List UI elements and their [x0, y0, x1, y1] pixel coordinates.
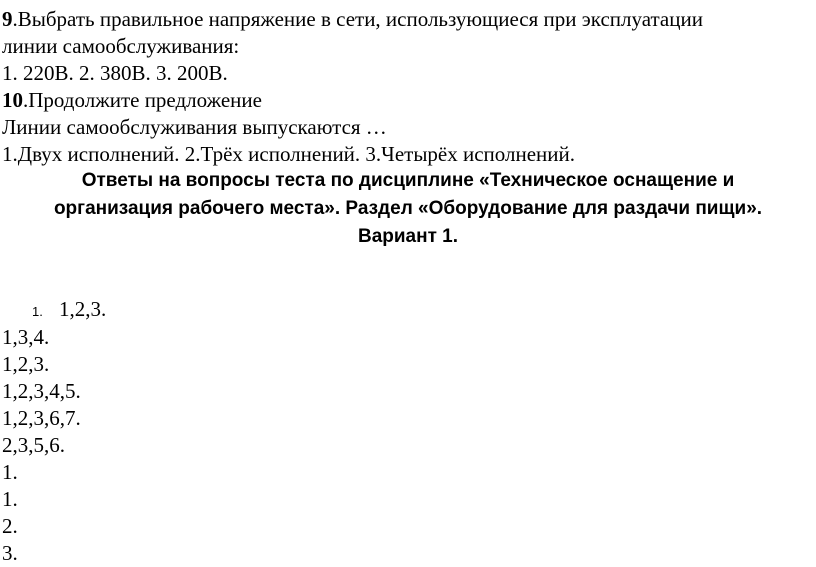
question-9-text-continued: линии самообслуживания: — [2, 34, 240, 58]
answer-item: 1,3,4. — [2, 325, 50, 349]
answers-heading-line-2: организация рабочего места». Раздел «Оборудование для раздачи пищи». — [53, 198, 763, 219]
question-9-line — [2, 6, 703, 32]
answer-item: 3. — [2, 541, 18, 565]
question-10-text: .Продолжите предложение — [23, 88, 262, 112]
answer-first — [32, 296, 106, 325]
answer-item: 2,3,5,6. — [2, 433, 65, 457]
answer-item: 1. — [2, 487, 18, 511]
question-10-stem: Линии самообслуживания выпускаются … — [2, 115, 387, 139]
question-9-text: .Выбрать правильное напряжение в сети, использующиеся при эксплуатации — [12, 7, 703, 31]
question-10-number: 10 — [2, 88, 23, 112]
answer-item: 1,2,3,6,7. — [2, 406, 81, 430]
answer-item: 1. — [2, 460, 18, 484]
answer-item: 1,2,3,4,5. — [2, 379, 81, 403]
question-9-number: 9 — [2, 7, 13, 31]
question-10-line — [2, 87, 262, 113]
question-10-options: 1.Двух исполнений. 2.Трёх исполнений. 3.Четырёх исполнений. — [2, 142, 576, 166]
answer-item: 1,2,3. — [2, 352, 50, 376]
answers-heading-variant: Вариант 1. — [357, 226, 459, 247]
answer-first-marker: 1. — [32, 304, 43, 319]
answer-first-value: 1,2,3. — [59, 297, 107, 321]
answer-item: 2. — [2, 514, 18, 538]
question-9-options: 1. 220В. 2. 380В. 3. 200В. — [2, 61, 228, 85]
answers-heading-line-1: Ответы на вопросы теста по дисциплине «Техническое оснащение и — [81, 170, 735, 191]
